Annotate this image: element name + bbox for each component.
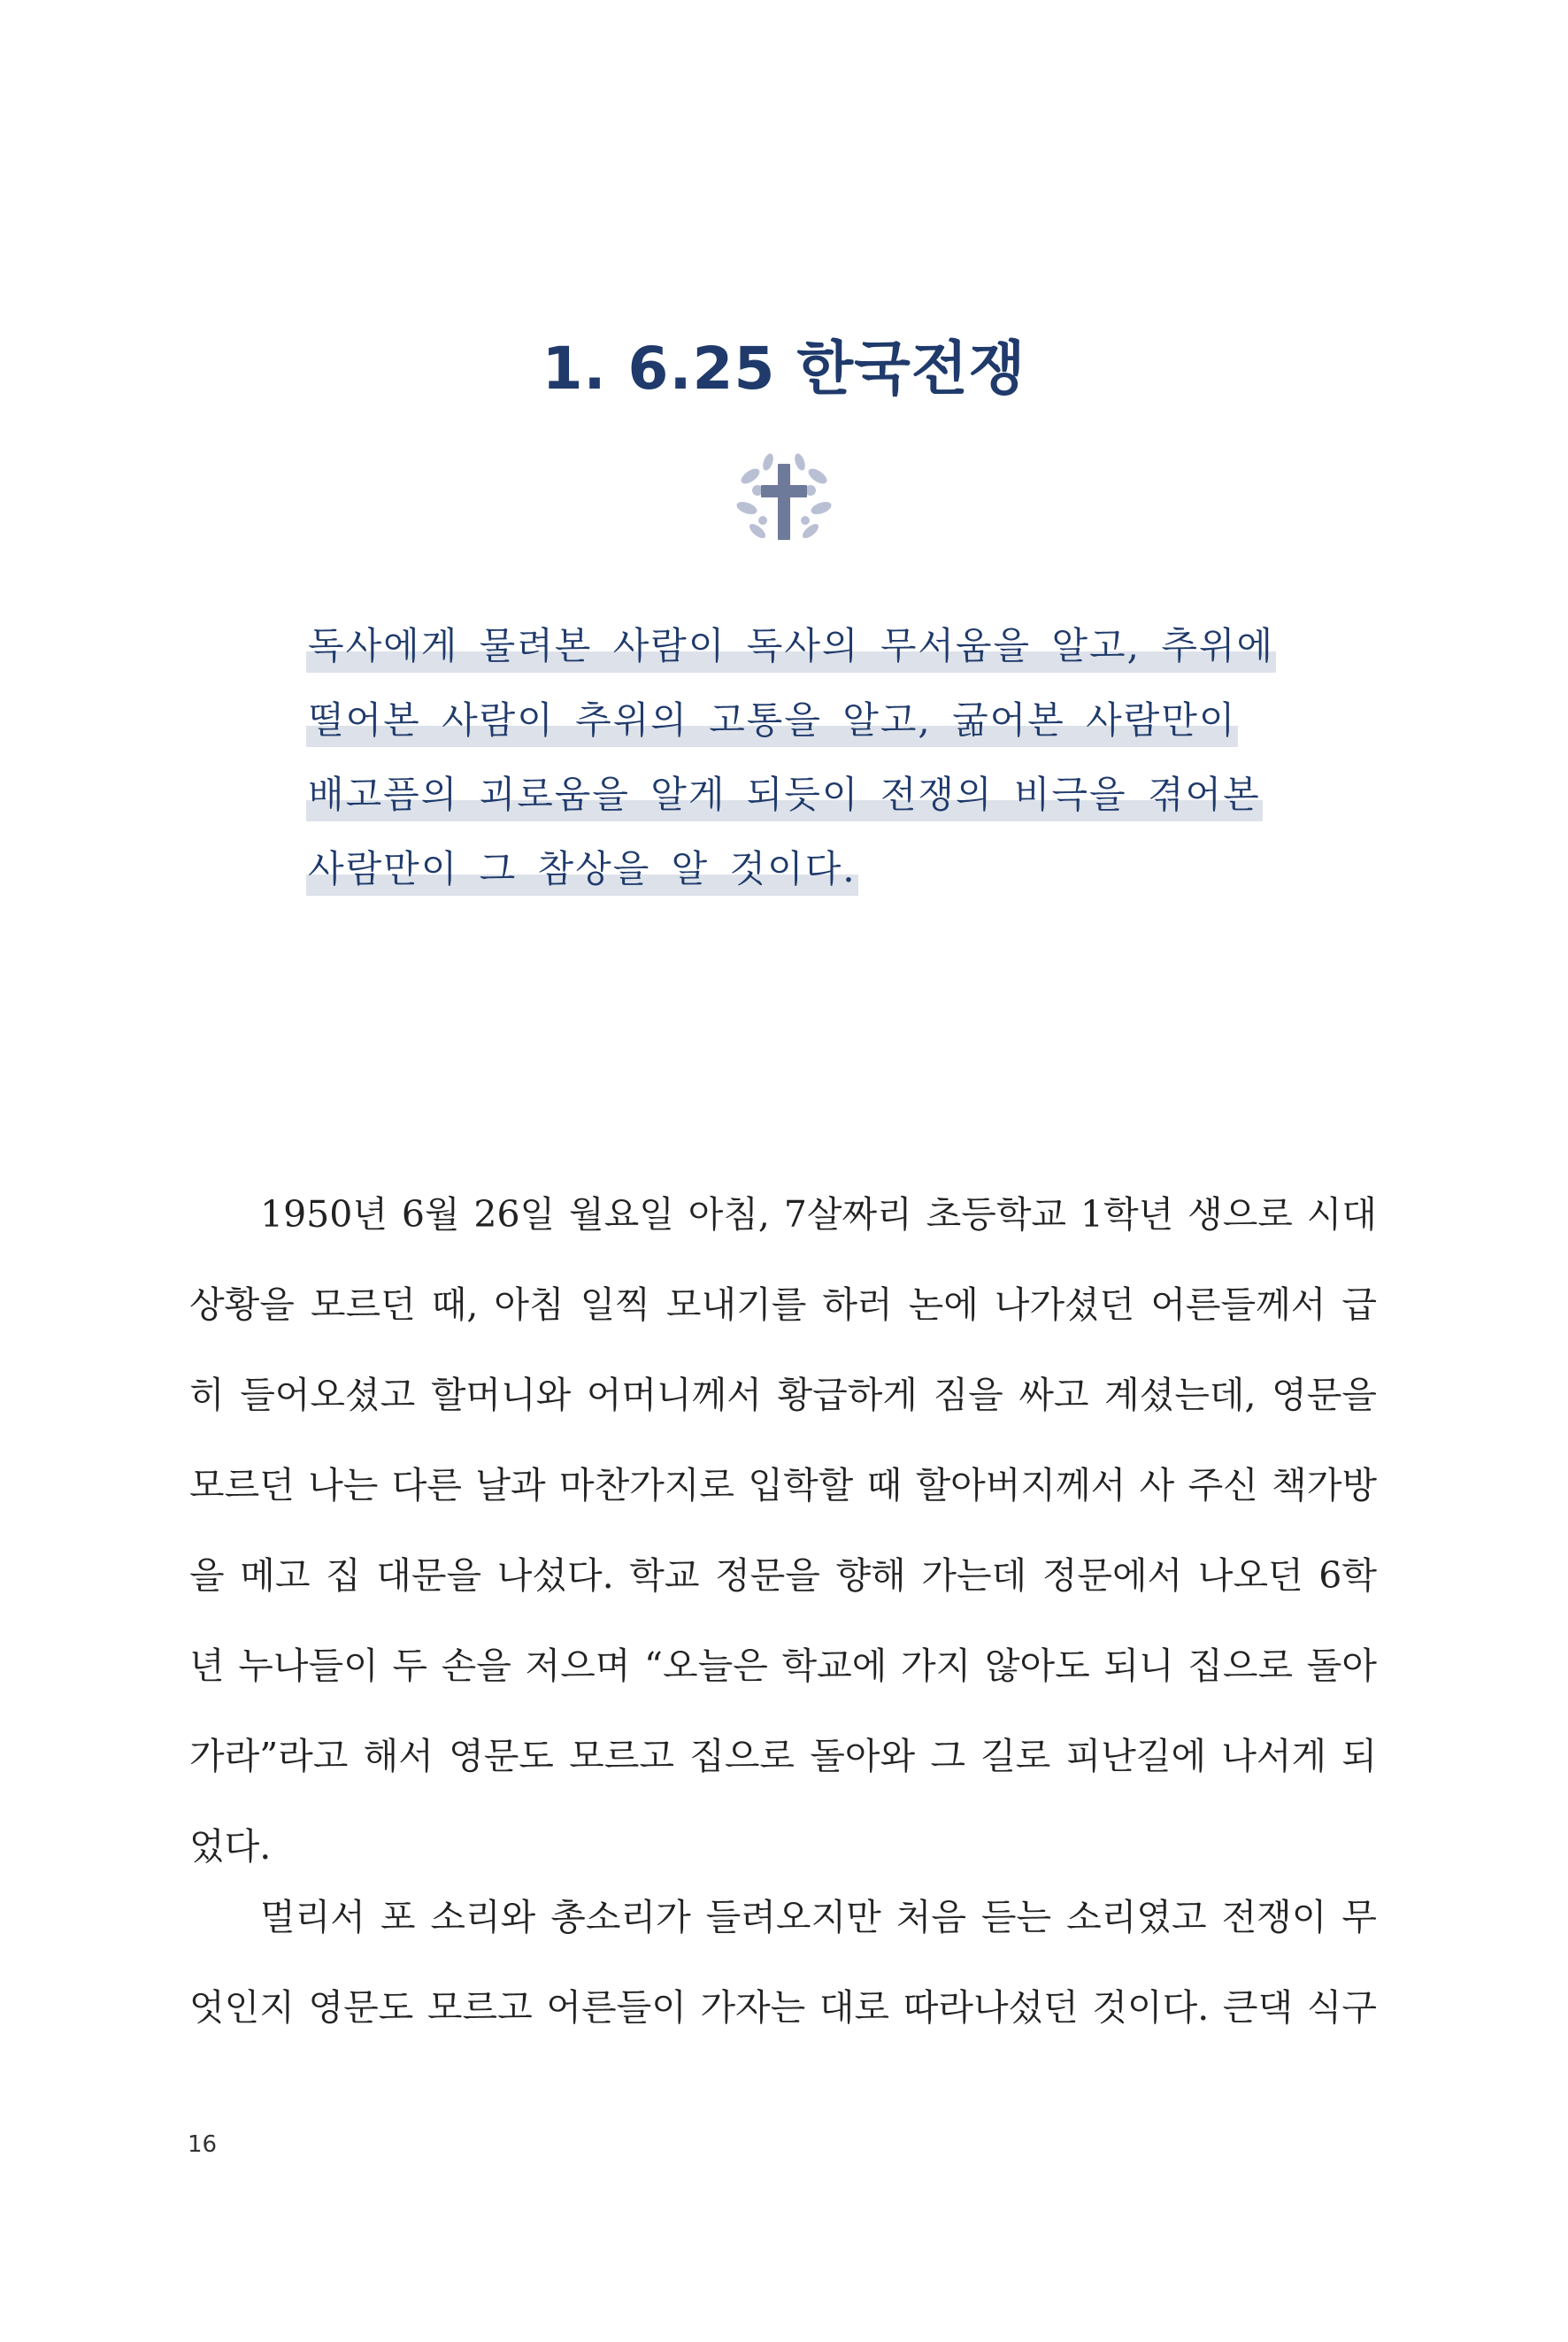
epigraph-line <box>306 768 1262 843</box>
cross-with-flowers-icon <box>731 450 837 547</box>
body-line: 모르던 나는 다른 날과 마찬가지로 입학할 때 할아버지께서 사 주신 책가방 <box>189 1464 1377 1506</box>
body-paragraph <box>189 1891 1377 2071</box>
body-line: 멀리서 포 소리와 총소리가 들려오지만 처음 듣는 소리였고 전쟁이 무 <box>260 1896 1377 1938</box>
epigraph-line-text: 독사에게 물려본 사람이 독사의 무서움을 알고, 추위에 <box>306 620 1276 673</box>
epigraph-line-text: 배고픔의 괴로움을 알게 되듯이 전쟁의 비극을 겪어본 <box>306 768 1263 821</box>
body-line: 1950년 6월 26일 월요일 아침, 7살짜리 초등학교 1학년 생으로 시대 <box>260 1193 1377 1236</box>
body-line: 었다. <box>189 1825 272 1868</box>
epigraph-line <box>306 694 1262 768</box>
epigraph <box>306 620 1275 917</box>
epigraph-line <box>306 620 1275 694</box>
body-line: 을 메고 집 대문을 나섰다. 학교 정문을 향해 가는데 정문에서 나오던 6학 <box>189 1554 1377 1597</box>
body-line: 년 누나들이 두 손을 저으며 “오늘은 학교에 가지 않아도 되니 집으로 돌아 <box>189 1645 1377 1687</box>
epigraph-line <box>306 843 1262 917</box>
body-line: 상황을 모르던 때, 아침 일찍 모내기를 하러 논에 나가셨던 어른들께서 급 <box>189 1283 1377 1326</box>
body-line: 히 들어오셨고 할머니와 어머니께서 황급하게 짐을 싸고 계셨는데, 영문을 <box>189 1374 1377 1416</box>
body-paragraph <box>189 1188 1377 1910</box>
chapter-title: 1. 6.25 한국전쟁 <box>542 335 1026 404</box>
epigraph-line-text: 사람만이 그 참상을 알 것이다. <box>306 843 858 896</box>
epigraph-line-text: 떨어본 사람이 추위의 고통을 알고, 굶어본 사람만이 <box>306 694 1238 747</box>
body-line: 엇인지 영문도 모르고 어른들이 가자는 대로 따라나섰던 것이다. 큰댁 식구 <box>189 1986 1377 2029</box>
body-line: 가라”라고 해서 영문도 모르고 집으로 돌아와 그 길로 피난길에 나서게 되 <box>189 1735 1377 1777</box>
page-number: 16 <box>188 2131 218 2158</box>
